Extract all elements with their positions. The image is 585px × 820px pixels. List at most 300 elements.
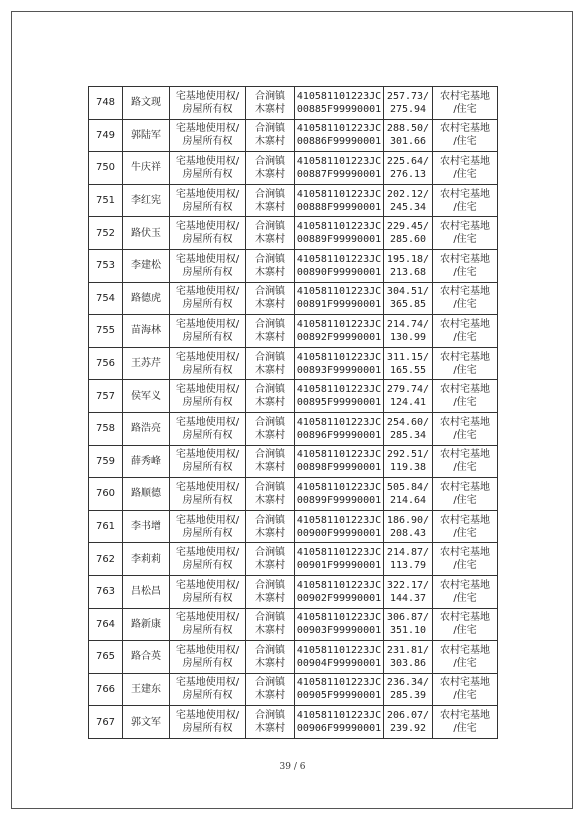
cell-location: [246, 152, 295, 185]
cell-usage-line: /住宅: [453, 397, 477, 409]
cell-location-line: 合涧镇: [255, 416, 285, 428]
cell-area-line: 301.66: [389, 136, 427, 148]
cell-area: [384, 543, 433, 576]
cell-unit-code: [295, 119, 384, 152]
cell-usage-line: 农村宅基地: [440, 90, 490, 102]
cell-location-line: 合涧镇: [255, 188, 285, 200]
cell-area-line: 202.12/: [386, 188, 430, 200]
cell-number: 763: [89, 575, 123, 608]
cell-unit-code-line: 00905F99990001: [296, 690, 382, 702]
cell-right-type: [170, 478, 246, 511]
cell-location-line: 合涧镇: [255, 481, 285, 493]
cell-unit-code: [295, 641, 384, 674]
cell-usage-line: 农村宅基地: [440, 416, 490, 428]
cell-area-line: 229.45/: [386, 221, 430, 233]
cell-location-line: 合涧镇: [255, 286, 285, 298]
page-number: 39 / 6: [279, 762, 306, 772]
cell-usage-line: 农村宅基地: [440, 644, 490, 656]
cell-right-type-line: 宅基地使用权/: [175, 384, 240, 396]
cell-unit-code: [295, 315, 384, 348]
cell-holder-name: 牛庆祥: [123, 152, 170, 185]
cell-location-line: 合涧镇: [255, 612, 285, 624]
cell-unit-code: [295, 608, 384, 641]
cell-area: [384, 152, 433, 185]
cell-right-type-line: 宅基地使用权/: [175, 221, 240, 233]
cell-number: 759: [89, 445, 123, 478]
cell-unit-code-line: 410581101223JC: [296, 286, 382, 298]
cell-right-type-line: 宅基地使用权/: [175, 318, 240, 330]
table-row: [89, 315, 498, 348]
cell-location: [246, 87, 295, 120]
cell-location-line: 木寨村: [255, 560, 285, 572]
cell-location-line: 合涧镇: [255, 710, 285, 722]
cell-location: [246, 119, 295, 152]
cell-area-line: 225.64/: [386, 155, 430, 167]
cell-usage: [433, 315, 498, 348]
cell-unit-code-line: 00895F99990001: [296, 397, 382, 409]
cell-right-type-line: 房屋所有权: [182, 201, 233, 213]
table-row: [89, 641, 498, 674]
cell-location: [246, 673, 295, 706]
cell-usage-line: 农村宅基地: [440, 123, 490, 135]
cell-location-line: 木寨村: [255, 462, 285, 474]
cell-usage: [433, 380, 498, 413]
cell-area: [384, 119, 433, 152]
cell-location-line: 木寨村: [255, 625, 285, 637]
cell-holder-name: 李书增: [123, 510, 170, 543]
cell-area: [384, 510, 433, 543]
cell-area: [384, 641, 433, 674]
table-row: [89, 184, 498, 217]
cell-number: 750: [89, 152, 123, 185]
cell-number: 749: [89, 119, 123, 152]
cell-area: [384, 282, 433, 315]
cell-right-type-line: 房屋所有权: [182, 364, 233, 376]
cell-right-type-line: 房屋所有权: [182, 429, 233, 441]
cell-area-line: 208.43: [389, 527, 427, 539]
cell-holder-name: 路伏玉: [123, 217, 170, 250]
table-body: [89, 87, 498, 739]
cell-location: [246, 510, 295, 543]
cell-number: 764: [89, 608, 123, 641]
cell-location: [246, 608, 295, 641]
cell-holder-name: 吕松昌: [123, 575, 170, 608]
cell-location-line: 合涧镇: [255, 677, 285, 689]
cell-location-line: 木寨村: [255, 723, 285, 735]
cell-holder-name: 薛秀峰: [123, 445, 170, 478]
cell-usage-line: /住宅: [453, 494, 477, 506]
cell-right-type-line: 宅基地使用权/: [175, 644, 240, 656]
cell-usage-line: /住宅: [453, 299, 477, 311]
cell-location: [246, 347, 295, 380]
cell-usage-line: 农村宅基地: [440, 286, 490, 298]
table-row: [89, 217, 498, 250]
cell-holder-name: 侯军义: [123, 380, 170, 413]
cell-unit-code: [295, 510, 384, 543]
cell-right-type-line: 房屋所有权: [182, 625, 233, 637]
cell-unit-code: [295, 152, 384, 185]
table-row: [89, 575, 498, 608]
cell-right-type-line: 宅基地使用权/: [175, 253, 240, 265]
cell-right-type: [170, 217, 246, 250]
cell-holder-name: 王建东: [123, 673, 170, 706]
cell-area-line: 285.34: [389, 429, 427, 441]
cell-usage: [433, 347, 498, 380]
cell-location: [246, 412, 295, 445]
cell-holder-name: 郭文军: [123, 706, 170, 739]
cell-right-type: [170, 543, 246, 576]
cell-location-line: 合涧镇: [255, 90, 285, 102]
cell-unit-code: [295, 706, 384, 739]
cell-unit-code-line: 410581101223JC: [296, 677, 382, 689]
cell-usage-line: /住宅: [453, 560, 477, 572]
cell-unit-code-line: 410581101223JC: [296, 547, 382, 559]
cell-unit-code: [295, 282, 384, 315]
cell-right-type-line: 房屋所有权: [182, 266, 233, 278]
cell-number: 765: [89, 641, 123, 674]
cell-unit-code-line: 00887F99990001: [296, 168, 382, 180]
cell-usage-line: 农村宅基地: [440, 514, 490, 526]
cell-right-type: [170, 510, 246, 543]
cell-number: 748: [89, 87, 123, 120]
cell-usage-line: 农村宅基地: [440, 221, 490, 233]
cell-location-line: 木寨村: [255, 266, 285, 278]
cell-usage: [433, 119, 498, 152]
cell-right-type-line: 宅基地使用权/: [175, 286, 240, 298]
cell-usage-line: /住宅: [453, 429, 477, 441]
cell-holder-name: 路顺德: [123, 478, 170, 511]
table-row: [89, 282, 498, 315]
cell-right-type: [170, 184, 246, 217]
cell-area: [384, 380, 433, 413]
cell-usage-line: /住宅: [453, 625, 477, 637]
cell-area-line: 254.60/: [386, 416, 430, 428]
cell-location-line: 木寨村: [255, 168, 285, 180]
table-row: [89, 608, 498, 641]
cell-unit-code-line: 410581101223JC: [296, 221, 382, 233]
cell-usage-line: /住宅: [453, 168, 477, 180]
cell-unit-code-line: 410581101223JC: [296, 253, 382, 265]
cell-usage: [433, 608, 498, 641]
cell-right-type-line: 宅基地使用权/: [175, 710, 240, 722]
cell-area-line: 288.50/: [386, 123, 430, 135]
cell-unit-code-line: 00889F99990001: [296, 234, 382, 246]
cell-right-type: [170, 608, 246, 641]
cell-right-type: [170, 152, 246, 185]
cell-unit-code-line: 00904F99990001: [296, 657, 382, 669]
cell-location-line: 合涧镇: [255, 318, 285, 330]
cell-unit-code-line: 410581101223JC: [296, 123, 382, 135]
cell-area: [384, 478, 433, 511]
cell-unit-code: [295, 184, 384, 217]
cell-unit-code: [295, 380, 384, 413]
cell-area-line: 124.41: [389, 397, 427, 409]
cell-usage-line: /住宅: [453, 462, 477, 474]
cell-right-type-line: 宅基地使用权/: [175, 188, 240, 200]
cell-area-line: 236.34/: [386, 677, 430, 689]
cell-unit-code-line: 410581101223JC: [296, 612, 382, 624]
cell-area-line: 304.51/: [386, 286, 430, 298]
cell-right-type-line: 房屋所有权: [182, 234, 233, 246]
cell-unit-code: [295, 445, 384, 478]
cell-unit-code-line: 410581101223JC: [296, 449, 382, 461]
cell-right-type-line: 房屋所有权: [182, 723, 233, 735]
cell-unit-code-line: 00901F99990001: [296, 560, 382, 572]
cell-usage: [433, 184, 498, 217]
cell-area-line: 303.86: [389, 657, 427, 669]
cell-usage-line: 农村宅基地: [440, 155, 490, 167]
cell-area: [384, 87, 433, 120]
cell-location-line: 木寨村: [255, 657, 285, 669]
cell-usage-line: /住宅: [453, 136, 477, 148]
cell-usage-line: 农村宅基地: [440, 253, 490, 265]
cell-usage-line: /住宅: [453, 103, 477, 115]
cell-location-line: 合涧镇: [255, 514, 285, 526]
cell-location-line: 合涧镇: [255, 155, 285, 167]
cell-unit-code-line: 410581101223JC: [296, 90, 382, 102]
cell-unit-code: [295, 673, 384, 706]
cell-right-type-line: 房屋所有权: [182, 299, 233, 311]
cell-location-line: 木寨村: [255, 397, 285, 409]
cell-number: 752: [89, 217, 123, 250]
cell-location: [246, 543, 295, 576]
cell-right-type-line: 宅基地使用权/: [175, 612, 240, 624]
cell-unit-code-line: 410581101223JC: [296, 416, 382, 428]
cell-usage: [433, 510, 498, 543]
cell-right-type-line: 宅基地使用权/: [175, 547, 240, 559]
cell-area-line: 239.92: [389, 723, 427, 735]
cell-right-type-line: 宅基地使用权/: [175, 351, 240, 363]
cell-unit-code-line: 00906F99990001: [296, 723, 382, 735]
cell-right-type-line: 宅基地使用权/: [175, 155, 240, 167]
cell-unit-code-line: 00888F99990001: [296, 201, 382, 213]
cell-area-line: 113.79: [389, 560, 427, 572]
cell-holder-name: 苗海林: [123, 315, 170, 348]
table-row: [89, 543, 498, 576]
cell-location-line: 木寨村: [255, 136, 285, 148]
cell-area-line: 206.07/: [386, 710, 430, 722]
cell-right-type-line: 房屋所有权: [182, 657, 233, 669]
cell-unit-code: [295, 217, 384, 250]
cell-right-type: [170, 119, 246, 152]
cell-unit-code-line: 00903F99990001: [296, 625, 382, 637]
cell-area-line: 214.64: [389, 494, 427, 506]
cell-right-type-line: 房屋所有权: [182, 592, 233, 604]
cell-unit-code-line: 00885F99990001: [296, 103, 382, 115]
cell-area: [384, 315, 433, 348]
cell-usage: [433, 478, 498, 511]
cell-number: 766: [89, 673, 123, 706]
cell-unit-code-line: 410581101223JC: [296, 514, 382, 526]
cell-unit-code-line: 410581101223JC: [296, 481, 382, 493]
cell-location-line: 木寨村: [255, 299, 285, 311]
table-row: [89, 119, 498, 152]
cell-unit-code: [295, 478, 384, 511]
cell-unit-code-line: 00900F99990001: [296, 527, 382, 539]
cell-area: [384, 217, 433, 250]
cell-unit-code: [295, 412, 384, 445]
cell-unit-code-line: 410581101223JC: [296, 188, 382, 200]
cell-area-line: 231.81/: [386, 644, 430, 656]
cell-usage: [433, 543, 498, 576]
cell-right-type-line: 房屋所有权: [182, 494, 233, 506]
cell-area: [384, 706, 433, 739]
cell-unit-code: [295, 87, 384, 120]
cell-location-line: 木寨村: [255, 690, 285, 702]
cell-location-line: 木寨村: [255, 494, 285, 506]
table-row: [89, 249, 498, 282]
cell-area-line: 144.37: [389, 592, 427, 604]
cell-unit-code-line: 410581101223JC: [296, 579, 382, 591]
cell-unit-code: [295, 575, 384, 608]
cell-right-type-line: 房屋所有权: [182, 527, 233, 539]
cell-right-type-line: 宅基地使用权/: [175, 90, 240, 102]
cell-holder-name: 路浩亮: [123, 412, 170, 445]
cell-unit-code-line: 410581101223JC: [296, 710, 382, 722]
cell-location: [246, 575, 295, 608]
cell-usage-line: /住宅: [453, 201, 477, 213]
cell-location: [246, 641, 295, 674]
cell-usage: [433, 249, 498, 282]
cell-holder-name: 路新康: [123, 608, 170, 641]
cell-location: [246, 706, 295, 739]
cell-right-type-line: 房屋所有权: [182, 690, 233, 702]
cell-unit-code-line: 410581101223JC: [296, 155, 382, 167]
cell-area-line: 119.38: [389, 462, 427, 474]
cell-area-line: 505.84/: [386, 481, 430, 493]
cell-right-type-line: 宅基地使用权/: [175, 481, 240, 493]
cell-area: [384, 608, 433, 641]
cell-right-type-line: 房屋所有权: [182, 136, 233, 148]
cell-usage: [433, 87, 498, 120]
cell-right-type: [170, 673, 246, 706]
cell-number: 755: [89, 315, 123, 348]
table-row: [89, 380, 498, 413]
cell-usage: [433, 152, 498, 185]
cell-holder-name: 王苏芹: [123, 347, 170, 380]
cell-location-line: 木寨村: [255, 429, 285, 441]
cell-usage-line: 农村宅基地: [440, 351, 490, 363]
cell-right-type-line: 宅基地使用权/: [175, 514, 240, 526]
cell-location-line: 木寨村: [255, 592, 285, 604]
cell-location-line: 合涧镇: [255, 123, 285, 135]
cell-location: [246, 380, 295, 413]
cell-area-line: 186.90/: [386, 514, 430, 526]
cell-unit-code-line: 00892F99990001: [296, 331, 382, 343]
cell-right-type-line: 宅基地使用权/: [175, 449, 240, 461]
cell-location: [246, 249, 295, 282]
cell-holder-name: 李建松: [123, 249, 170, 282]
cell-usage-line: 农村宅基地: [440, 547, 490, 559]
cell-number: 753: [89, 249, 123, 282]
cell-location-line: 木寨村: [255, 234, 285, 246]
cell-usage-line: /住宅: [453, 592, 477, 604]
cell-usage-line: /住宅: [453, 723, 477, 735]
cell-right-type-line: 宅基地使用权/: [175, 579, 240, 591]
cell-location: [246, 445, 295, 478]
cell-unit-code-line: 00890F99990001: [296, 266, 382, 278]
cell-location-line: 合涧镇: [255, 253, 285, 265]
cell-right-type-line: 房屋所有权: [182, 331, 233, 343]
cell-right-type-line: 宅基地使用权/: [175, 123, 240, 135]
cell-location-line: 木寨村: [255, 201, 285, 213]
cell-usage-line: /住宅: [453, 331, 477, 343]
records-table: [88, 86, 498, 739]
cell-location-line: 木寨村: [255, 103, 285, 115]
cell-area-line: 279.74/: [386, 384, 430, 396]
cell-area: [384, 347, 433, 380]
cell-usage-line: 农村宅基地: [440, 318, 490, 330]
cell-usage-line: 农村宅基地: [440, 188, 490, 200]
cell-right-type-line: 宅基地使用权/: [175, 416, 240, 428]
cell-right-type: [170, 412, 246, 445]
cell-area: [384, 445, 433, 478]
table-row: [89, 478, 498, 511]
cell-location-line: 木寨村: [255, 331, 285, 343]
cell-usage-line: 农村宅基地: [440, 384, 490, 396]
cell-holder-name: 郭陆军: [123, 119, 170, 152]
cell-area-line: 365.85: [389, 299, 427, 311]
cell-area-line: 214.87/: [386, 547, 430, 559]
cell-unit-code-line: 410581101223JC: [296, 644, 382, 656]
cell-unit-code: [295, 347, 384, 380]
cell-holder-name: 路文现: [123, 87, 170, 120]
cell-usage-line: 农村宅基地: [440, 710, 490, 722]
cell-area-line: 276.13: [389, 168, 427, 180]
cell-area-line: 195.18/: [386, 253, 430, 265]
table-row: [89, 706, 498, 739]
cell-location: [246, 282, 295, 315]
cell-area-line: 275.94: [389, 103, 427, 115]
cell-usage: [433, 217, 498, 250]
cell-usage-line: /住宅: [453, 690, 477, 702]
table-row: [89, 445, 498, 478]
cell-area-line: 285.60: [389, 234, 427, 246]
cell-usage: [433, 575, 498, 608]
table-row: [89, 412, 498, 445]
cell-area: [384, 575, 433, 608]
cell-usage-line: 农村宅基地: [440, 449, 490, 461]
cell-right-type: [170, 347, 246, 380]
cell-area-line: 285.39: [389, 690, 427, 702]
cell-location-line: 合涧镇: [255, 579, 285, 591]
table-row: [89, 673, 498, 706]
cell-right-type-line: 房屋所有权: [182, 462, 233, 474]
cell-unit-code-line: 410581101223JC: [296, 318, 382, 330]
cell-location: [246, 478, 295, 511]
cell-number: 762: [89, 543, 123, 576]
cell-area-line: 322.17/: [386, 579, 430, 591]
cell-right-type: [170, 445, 246, 478]
cell-unit-code: [295, 249, 384, 282]
cell-unit-code-line: 00898F99990001: [296, 462, 382, 474]
cell-number: 757: [89, 380, 123, 413]
cell-right-type-line: 房屋所有权: [182, 560, 233, 572]
cell-location-line: 木寨村: [255, 364, 285, 376]
cell-unit-code-line: 00893F99990001: [296, 364, 382, 376]
cell-unit-code-line: 00896F99990001: [296, 429, 382, 441]
cell-right-type: [170, 87, 246, 120]
cell-area-line: 306.87/: [386, 612, 430, 624]
cell-location: [246, 315, 295, 348]
cell-area-line: 214.74/: [386, 318, 430, 330]
cell-location-line: 合涧镇: [255, 221, 285, 233]
cell-holder-name: 路德虎: [123, 282, 170, 315]
cell-number: 756: [89, 347, 123, 380]
cell-location: [246, 217, 295, 250]
cell-right-type: [170, 282, 246, 315]
cell-location-line: 合涧镇: [255, 644, 285, 656]
